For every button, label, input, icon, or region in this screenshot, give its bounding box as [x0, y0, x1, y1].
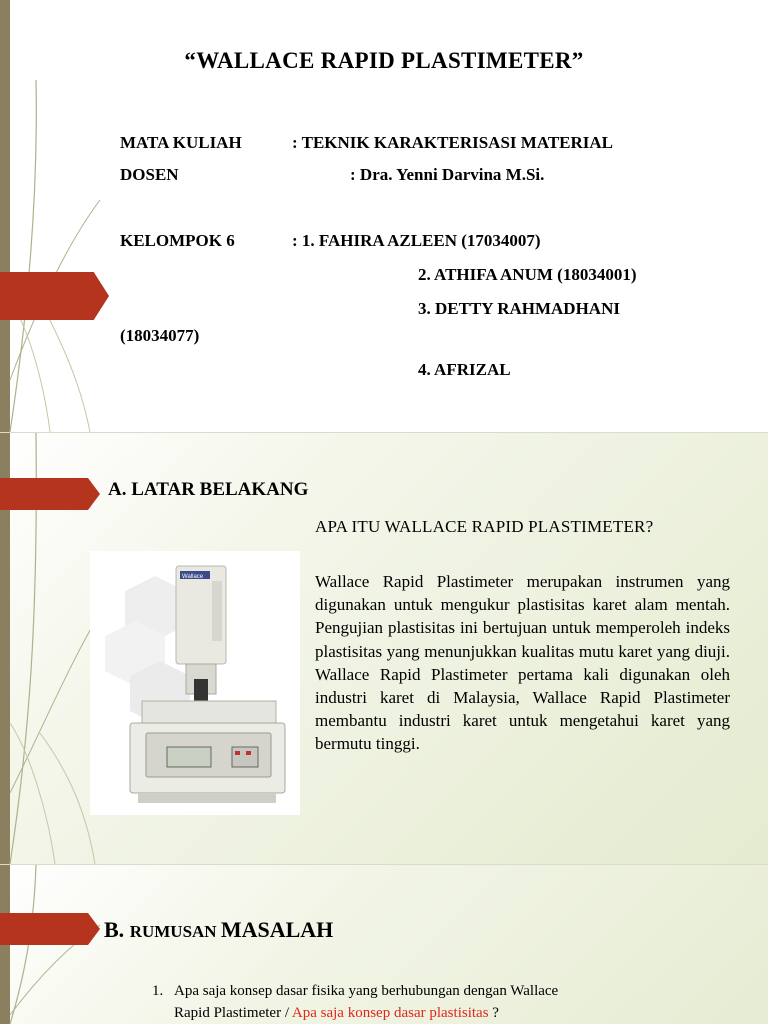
- list-item-line1: Apa saja konsep dasar fisika yang berhubungan dengan Wallace: [174, 983, 559, 999]
- list-item-line2-text: Rapid Plastimeter /: [174, 1005, 292, 1021]
- list-item-line2: [174, 1002, 558, 1024]
- member-4: 4. AFRIZAL: [418, 360, 511, 379]
- heading-small: RUMUSAN: [129, 922, 221, 941]
- list-item-number: 1.: [152, 983, 164, 999]
- dosen-value: : Dra. Yenni Darvina M.Si.: [350, 165, 545, 184]
- section-heading: A. LATAR BELAKANG: [108, 479, 309, 500]
- list-item: [174, 980, 558, 1024]
- heading-prefix: B.: [104, 917, 130, 942]
- device-brand: Wallace: [182, 574, 204, 580]
- mata-kuliah-value: : TEKNIK KARAKTERISASI MATERIAL: [292, 133, 614, 152]
- kelompok-label: KELOMPOK 6: [120, 231, 235, 250]
- dosen-label: DOSEN: [120, 165, 179, 184]
- slide-rumusan-masalah: [0, 865, 768, 1024]
- list-item-line2-highlight: Apa saja konsep dasar plastisitas: [291, 1005, 489, 1021]
- member-2: 2. ATHIFA ANUM (18034001): [418, 265, 637, 284]
- slide-latar-belakang: [0, 433, 768, 864]
- slide-title-text: “WALLACE RAPID PLASTIMETER”: [184, 48, 584, 73]
- list-item-line2-end: ?: [488, 1005, 499, 1021]
- explanation-paragraph: Wallace Rapid Plastimeter merupakan instrumen yang digunakan untuk mengukur plastisitas karet alam mentah. Pengujian plastisitas ini bertujuan untuk memperoleh indeks plastisitas yang menunjukkan kualitas mutu karet yang diuji. Wallace Rapid Plastimeter pertama kali digunakan oleh industri karet di Malaysia, Wallace Rapid Plastimeter membantu industri karet untuk mengetahui karet yang bermutu tinggi.: [315, 572, 730, 754]
- slide-title: [0, 0, 768, 432]
- member-1: : 1. FAHIRA AZLEEN (17034007): [292, 231, 541, 250]
- accent-arrow: [0, 478, 100, 510]
- question-text: APA ITU WALLACE RAPID PLASTIMETER?: [315, 517, 654, 536]
- section-heading: [104, 917, 333, 943]
- plastimeter-photo: [90, 551, 300, 815]
- member-3-id: (18034077): [120, 326, 200, 345]
- accent-arrow: [0, 913, 100, 945]
- heading-large: MASALAH: [220, 917, 334, 942]
- member-3: 3. DETTY RAHMADHANI: [418, 299, 620, 318]
- accent-arrow: [0, 272, 109, 320]
- mata-kuliah-label: MATA KULIAH: [120, 133, 242, 152]
